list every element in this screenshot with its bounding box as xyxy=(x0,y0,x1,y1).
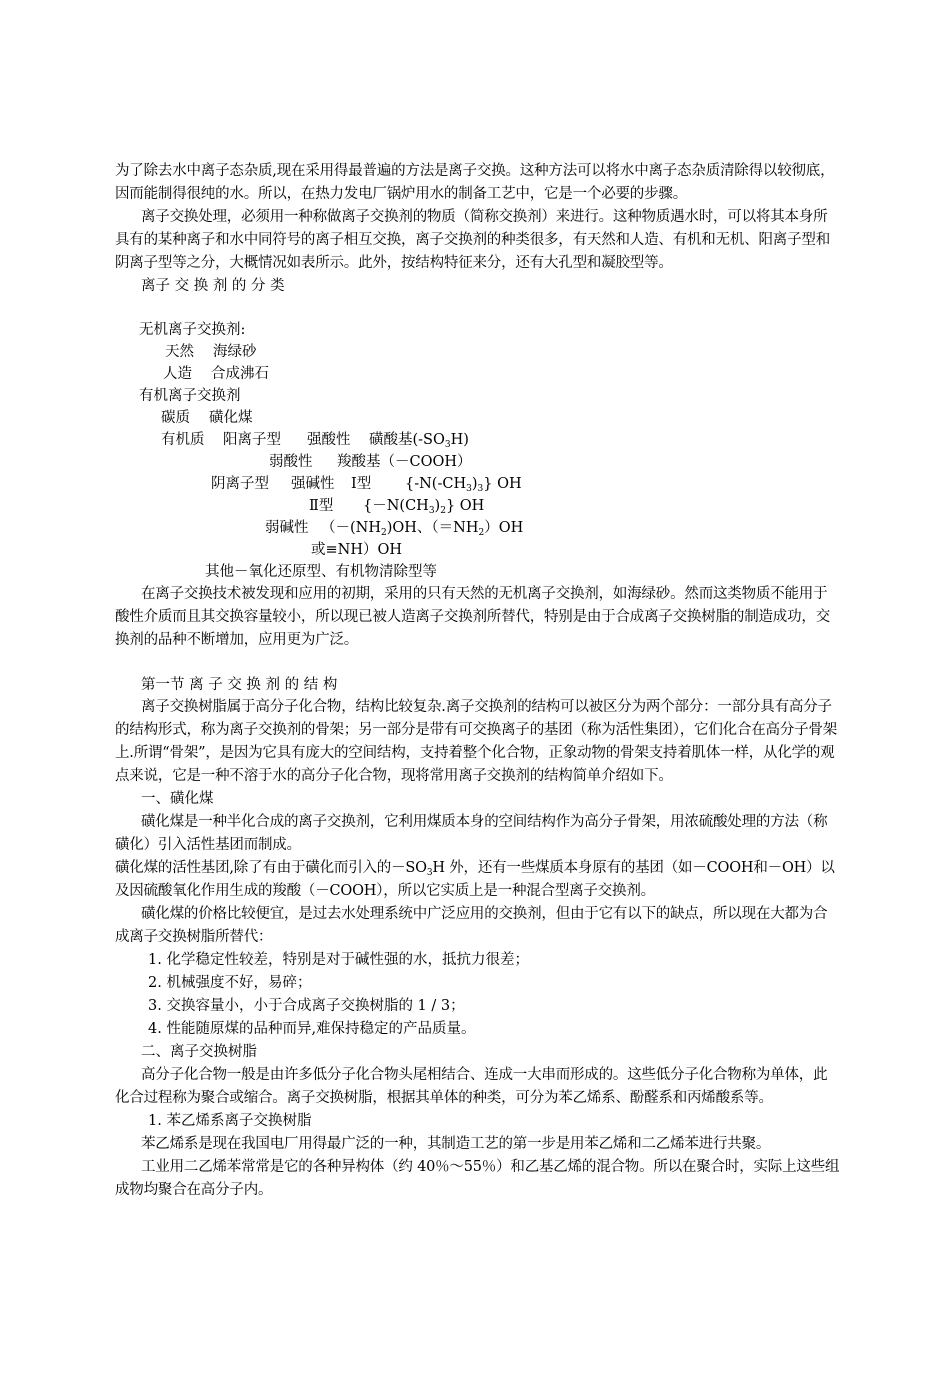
anion-label: 阴离子型 xyxy=(211,476,269,492)
subsection1-paragraph-3: 磺化煤的价格比较便宜，是过去水处理系统中广泛应用的交换剂，但由于它有以下的缺点，所以现在大都为合成离子交换树脂所替代： xyxy=(115,906,828,945)
natural-line xyxy=(115,341,840,363)
section1-title: 第一节 离 子 交 换 剂 的 结 构 xyxy=(141,677,338,693)
artificial-line xyxy=(115,363,840,385)
subsection1-paragraph-1: 磺化煤是一种半化合成的离子交换剂，它利用煤质本身的空间结构作为高分子骨架，用浓硫酸处理的方法（称磺化）引入活性基团而制成。 xyxy=(115,814,828,853)
weak-base-label: 弱碱性 xyxy=(265,520,309,536)
carboxyl-group: 羧酸基（－COOH） xyxy=(337,454,472,470)
weak-base-alt: 或≡NH）OH xyxy=(311,542,403,558)
blank-line xyxy=(115,297,840,319)
subsection2-paragraph-3: 工业用二乙烯苯常常是它的各种异构体（约 40％～55％）和乙基乙烯的混合物。所以在聚合时，实际上这些组成物均聚合在高分子内。 xyxy=(115,1159,840,1198)
history-paragraph: 在离子交换技术被发现和应用的初期，采用的只有天然的无机离子交换剂，如海绿砂。然而这类物质不能用于酸性介质而且其交换容量较小，所以现已被人造离子交换剂所替代，特别是由于合成离子交换树脂的制造成功，交换剂的品种不断增加，应用更为广泛。 xyxy=(115,586,830,648)
organic-label: 有机离子交换剂 xyxy=(139,388,241,404)
type2-group: $\{-N(CH_3)_2\}$ OH xyxy=(363,498,485,516)
classification-title: 离子 交 换 剂 的 分 类 xyxy=(141,278,285,294)
document-page xyxy=(115,160,840,1202)
weak-base-group: （$-(NH_2)OH$、$(=NH_2)OH$ xyxy=(321,520,524,538)
inorganic-line xyxy=(115,319,840,341)
section1-title-line xyxy=(115,674,840,696)
subsection1-title: 一、磺化煤 xyxy=(141,791,214,807)
intro-paragraph-2: 离子交换处理，必须用一种称做离子交换剂的物质（简称交换剂）来进行。这种物质遇水时，可以将其本身所具有的某种离子和水中同符号的离子相互交换，离子交换剂的种类很多，有天然和人造、有机和无机、阳离子型和阴离子型等之分，大概情况如表所示。此外，按结构特征来分，还有大孔型和凝胶型等。 xyxy=(115,209,830,271)
type1-label: Ⅰ型 xyxy=(351,476,372,492)
organic-matter-label: 有机质 xyxy=(161,432,205,448)
artificial-value: 合成沸石 xyxy=(211,366,269,382)
subsection1-paragraph-2: 磺化煤的活性基团,除了有由于磺化而引入的$-SO_3H$ 外，还有一些煤质本身原有的基团（如－COOH和－OH）以及因硫酸氧化作用生成的羧酸（－COOH），所以它实质上是一种混合型离子交换剂。 xyxy=(115,860,835,899)
list-item: 4. 性能随原煤的品种而异,难保持稳定的产品质量。 xyxy=(148,1021,476,1037)
inorganic-label: 无机离子交换剂: xyxy=(139,322,246,338)
strong-acid-label: 强酸性 xyxy=(307,432,351,448)
carbon-line xyxy=(115,407,840,429)
cation-label: 阳离子型 xyxy=(223,432,281,448)
weak-acid-label: 弱酸性 xyxy=(269,454,313,470)
subsection2-paragraph-1: 高分子化合物一般是由许多低分子化合物头尾相结合、连成一大串而形成的。这些低分子化合物称为单体，此化合过程称为聚合或缩合。离子交换树脂，根据其单体的种类，可分为苯乙烯系、酚醛系和丙烯酸系等。 xyxy=(115,1067,828,1106)
section1-paragraph: 离子交换树脂属于高分子化合物，结构比较复杂.离子交换剂的结构可以被区分为两个部分：一部分具有高分子的结构形式，称为离子交换剂的骨架；另一部分是带有可交换离子的基团（称为活性集团），它们化合在高分子骨架上.所谓“骨架”，是因为它具有庞大的空间结构，支持着整个化合物，正象动物的骨架支持着肌体一样，从化学的观点来说，它是一种不溶于水的高分子化合物，现将常用离子交换剂的结构简单介绍如下。 xyxy=(115,699,838,784)
list-item: 3. 交换容量小，小于合成离子交换树脂的 1 / 3； xyxy=(148,998,465,1014)
blank-line xyxy=(115,652,840,674)
carbon-label: 碳质 xyxy=(161,410,190,426)
carbon-value: 磺化煤 xyxy=(209,410,253,426)
weak-base-alt-line xyxy=(115,539,840,561)
natural-label: 天然 xyxy=(165,344,194,360)
list-item: 2. 机械强度不好，易碎； xyxy=(148,975,312,991)
natural-value: 海绿砂 xyxy=(213,344,257,360)
list-item: 1. 化学稳定性较差，特别是对于碱性强的水，抵抗力很差； xyxy=(148,952,529,968)
intro-paragraph-1: 为了除去水中离子态杂质,现在采用得最普遍的方法是离子交换。这种方法可以将水中离子态杂质清除得以较彻底，因而能制得很纯的水。所以，在热力发电厂锅炉用水的制备工艺中，它是一个必要的步骤。 xyxy=(115,163,835,202)
weak-base-line xyxy=(115,517,840,539)
sulfonic-group: 磺酸基$(-SO_3H)$ xyxy=(369,432,469,450)
subsection2-title: 二、离子交换树脂 xyxy=(141,1044,257,1060)
strong-acid-line xyxy=(115,429,840,451)
strong-base-label: 强碱性 xyxy=(291,476,335,492)
other-types: 其他－氧化还原型、有机物清除型等 xyxy=(205,564,437,580)
strong-base-type2-line xyxy=(115,495,840,517)
classification-title-line xyxy=(115,275,840,297)
subsection2-item-title: 1. 苯乙烯系离子交换树脂 xyxy=(148,1113,312,1129)
artificial-label: 人造 xyxy=(163,366,192,382)
subsection2-paragraph-2: 苯乙烯系是现在我国电厂用得最广泛的一种，其制造工艺的第一步是用苯乙烯和二乙烯苯进行共聚。 xyxy=(141,1136,771,1152)
weak-acid-line xyxy=(115,451,840,473)
type2-label: Ⅱ型 xyxy=(309,498,334,514)
organic-line xyxy=(115,385,840,407)
type1-group: $\{-N(-CH_3)_3\}$ OH xyxy=(405,476,522,494)
strong-base-type1-line xyxy=(115,473,840,495)
other-line xyxy=(115,561,840,583)
